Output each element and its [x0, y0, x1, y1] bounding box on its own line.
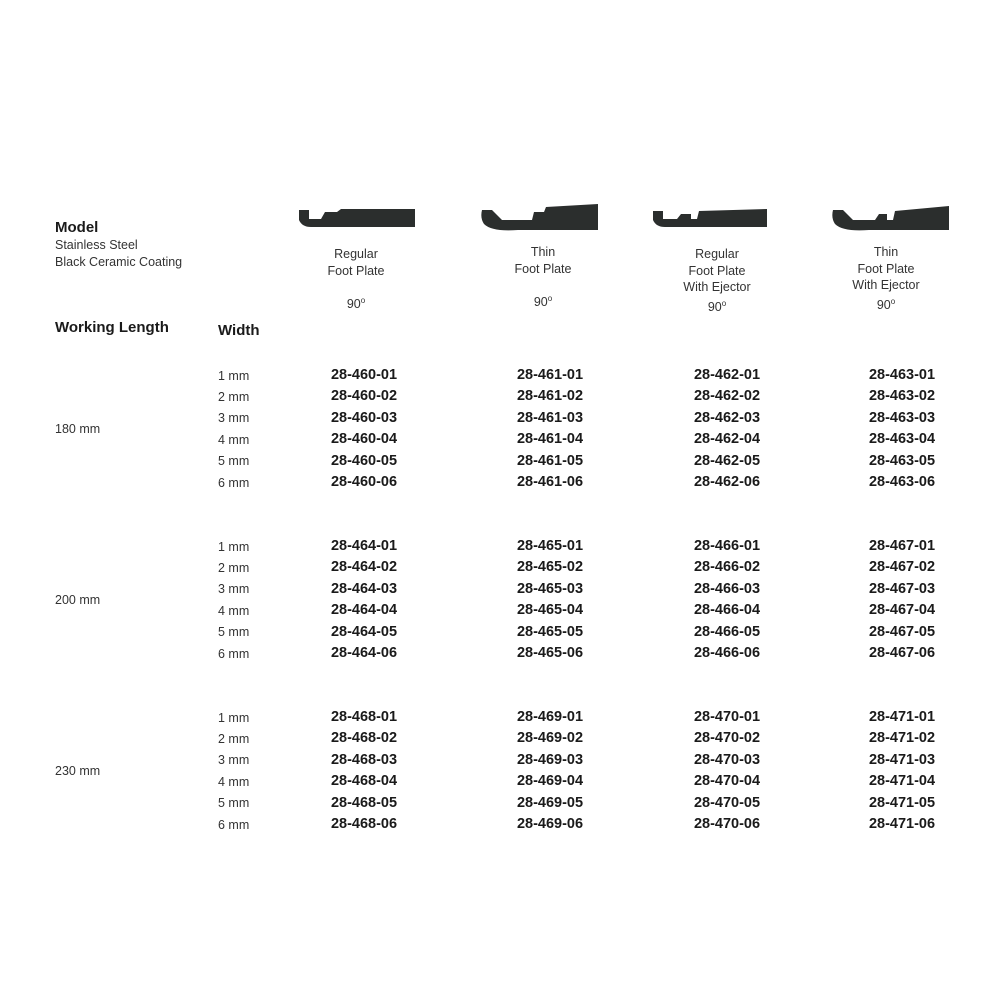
width-value: 1 mm: [218, 710, 250, 725]
catalog-number: 28-464-03: [330, 580, 398, 597]
catalog-number: 28-463-03: [868, 409, 936, 426]
catalog-number: 28-467-04: [868, 602, 936, 619]
working-length-heading: Working Length: [55, 319, 169, 336]
column-header: [801, 244, 971, 313]
catalog-number: 28-464-02: [330, 559, 398, 576]
catalog-number: 28-470-05: [693, 794, 761, 811]
catalog-number: 28-467-02: [868, 559, 936, 576]
column-header-line: Foot Plate: [688, 263, 746, 278]
catalog-number: 28-471-03: [868, 751, 936, 768]
catalog-number: 28-471-05: [868, 794, 936, 811]
catalog-number: 28-461-05: [516, 452, 584, 469]
working-length-value: 230 mm: [55, 763, 101, 778]
catalog-number: 28-464-04: [330, 602, 398, 619]
angle-value: 90: [876, 297, 891, 312]
width-value: 6 mm: [218, 646, 250, 661]
catalog-number: 28-464-05: [330, 623, 398, 640]
catalog-number: 28-460-05: [330, 452, 398, 469]
catalog-number: 28-469-03: [516, 751, 584, 768]
width-value: 4 mm: [218, 603, 250, 618]
width-value: 3 mm: [218, 753, 250, 768]
width-value: 1 mm: [218, 539, 250, 554]
column-header-line: With Ejector: [683, 280, 751, 294]
catalog-number: 28-463-06: [868, 474, 936, 490]
catalog-number: 28-465-02: [516, 559, 584, 576]
width-value: 2 mm: [218, 731, 250, 746]
column-header-line: With Ejector: [852, 278, 920, 292]
column-angle: [632, 296, 802, 316]
catalog-number: 28-466-05: [693, 623, 761, 640]
catalog-number: 28-470-02: [693, 730, 761, 747]
catalog-number: 28-460-01: [330, 367, 398, 383]
width-value: 5 mm: [218, 625, 250, 640]
catalog-number: 28-466-06: [693, 645, 761, 661]
degree-mark: o: [890, 296, 896, 306]
regular-foot-plate-tip-icon: [297, 200, 417, 240]
degree-mark: o: [721, 298, 727, 308]
catalog-number: 28-462-01: [693, 367, 761, 383]
angle-value: 90: [707, 299, 722, 314]
catalog-number: 28-461-06: [516, 474, 584, 490]
degree-mark: o: [547, 294, 553, 303]
column-angle: [458, 291, 628, 311]
catalog-number: 28-468-02: [330, 730, 398, 747]
degree-mark: o: [360, 296, 366, 305]
regular-foot-plate-ejector-tip-icon: [651, 200, 769, 240]
working-length-value: 180 mm: [55, 421, 101, 436]
catalog-number: 28-462-06: [693, 474, 761, 490]
catalog-number: 28-465-06: [516, 645, 584, 661]
model-material: Stainless Steel: [55, 238, 138, 252]
column-angle: [271, 293, 441, 313]
column-header-line: Thin: [530, 245, 556, 259]
catalog-number: 28-461-01: [516, 367, 584, 383]
catalog-number: 28-468-05: [330, 794, 398, 811]
width-value: 3 mm: [218, 411, 250, 426]
catalog-number: 28-468-04: [330, 773, 398, 790]
model-heading: Model: [55, 219, 99, 236]
thin-foot-plate-tip-icon: [478, 200, 600, 244]
catalog-number: 28-466-04: [693, 602, 761, 619]
catalog-number: 28-467-05: [868, 623, 936, 640]
width-value: 2 mm: [218, 389, 250, 404]
catalog-number: 28-471-04: [868, 773, 936, 790]
column-header-line: Regular: [695, 247, 739, 261]
column-header: [632, 246, 802, 315]
model-coating: Black Ceramic Coating: [55, 255, 183, 269]
working-length-value: 200 mm: [55, 592, 101, 607]
catalog-number: 28-463-04: [868, 431, 936, 448]
column-header-line: Thin: [873, 245, 899, 259]
catalog-number: 28-469-01: [516, 709, 584, 725]
width-value: 3 mm: [218, 582, 250, 597]
catalog-number: 28-471-01: [868, 709, 936, 725]
catalog-number: 28-463-02: [868, 388, 936, 405]
catalog-number: 28-466-02: [693, 559, 761, 576]
catalog-number: 28-469-06: [516, 816, 584, 832]
catalog-number: 28-462-03: [693, 409, 761, 426]
width-value: 2 mm: [218, 560, 250, 575]
catalog-number: 28-466-01: [693, 538, 761, 554]
thin-foot-plate-ejector-tip-icon: [829, 200, 951, 244]
catalog-number: 28-465-04: [516, 602, 584, 619]
column-header: [458, 244, 628, 311]
width-value: 1 mm: [218, 368, 250, 383]
catalog-number: 28-461-02: [516, 388, 584, 405]
catalog-number: 28-467-01: [868, 538, 936, 554]
catalog-number: 28-460-04: [330, 431, 398, 448]
catalog-number: 28-467-03: [868, 580, 936, 597]
column-header-line: Foot Plate: [327, 263, 385, 278]
column-angle: [801, 294, 971, 314]
width-value: 5 mm: [218, 796, 250, 811]
width-value: 4 mm: [218, 774, 250, 789]
catalog-number: 28-465-03: [516, 580, 584, 597]
catalog-number: 28-463-05: [868, 452, 936, 469]
catalog-number: 28-467-06: [868, 645, 936, 661]
catalog-number: 28-470-04: [693, 773, 761, 790]
catalog-number: 28-468-03: [330, 751, 398, 768]
catalog-number: 28-465-05: [516, 623, 584, 640]
catalog-number: 28-468-01: [330, 709, 398, 725]
catalog-number: 28-471-06: [868, 816, 936, 832]
width-value: 5 mm: [218, 454, 250, 469]
catalog-number: 28-470-01: [693, 709, 761, 725]
width-value: 4 mm: [218, 432, 250, 447]
catalog-number: 28-469-05: [516, 794, 584, 811]
catalog-number: 28-462-02: [693, 388, 761, 405]
catalog-number: 28-469-02: [516, 730, 584, 747]
width-value: 6 mm: [218, 475, 250, 490]
catalog-number: 28-470-03: [693, 751, 761, 768]
catalog-number: 28-466-03: [693, 580, 761, 597]
column-header-line: Foot Plate: [857, 261, 915, 276]
column-header-line: Foot Plate: [514, 261, 572, 276]
width-value: 6 mm: [218, 817, 250, 832]
angle-value: 90: [346, 297, 361, 311]
catalog-number: 28-469-04: [516, 773, 584, 790]
catalog-number: 28-460-02: [330, 388, 398, 405]
catalog-number: 28-465-01: [516, 538, 584, 554]
angle-value: 90: [533, 295, 548, 309]
catalog-number: 28-463-01: [868, 367, 936, 383]
column-header: [271, 246, 441, 313]
catalog-number: 28-464-01: [330, 538, 398, 554]
catalog-number: 28-470-06: [693, 816, 761, 832]
catalog-number: 28-461-03: [516, 409, 584, 426]
catalog-number: 28-471-02: [868, 730, 936, 747]
catalog-number: 28-468-06: [330, 816, 398, 832]
catalog-number: 28-460-06: [330, 474, 398, 490]
column-header-line: Regular: [334, 247, 378, 261]
catalog-number: 28-462-04: [693, 431, 761, 448]
catalog-number: 28-462-05: [693, 452, 761, 469]
catalog-number: 28-460-03: [330, 409, 398, 426]
catalog-number: 28-461-04: [516, 431, 584, 448]
width-heading: Width: [218, 322, 260, 339]
catalog-number: 28-464-06: [330, 645, 398, 661]
